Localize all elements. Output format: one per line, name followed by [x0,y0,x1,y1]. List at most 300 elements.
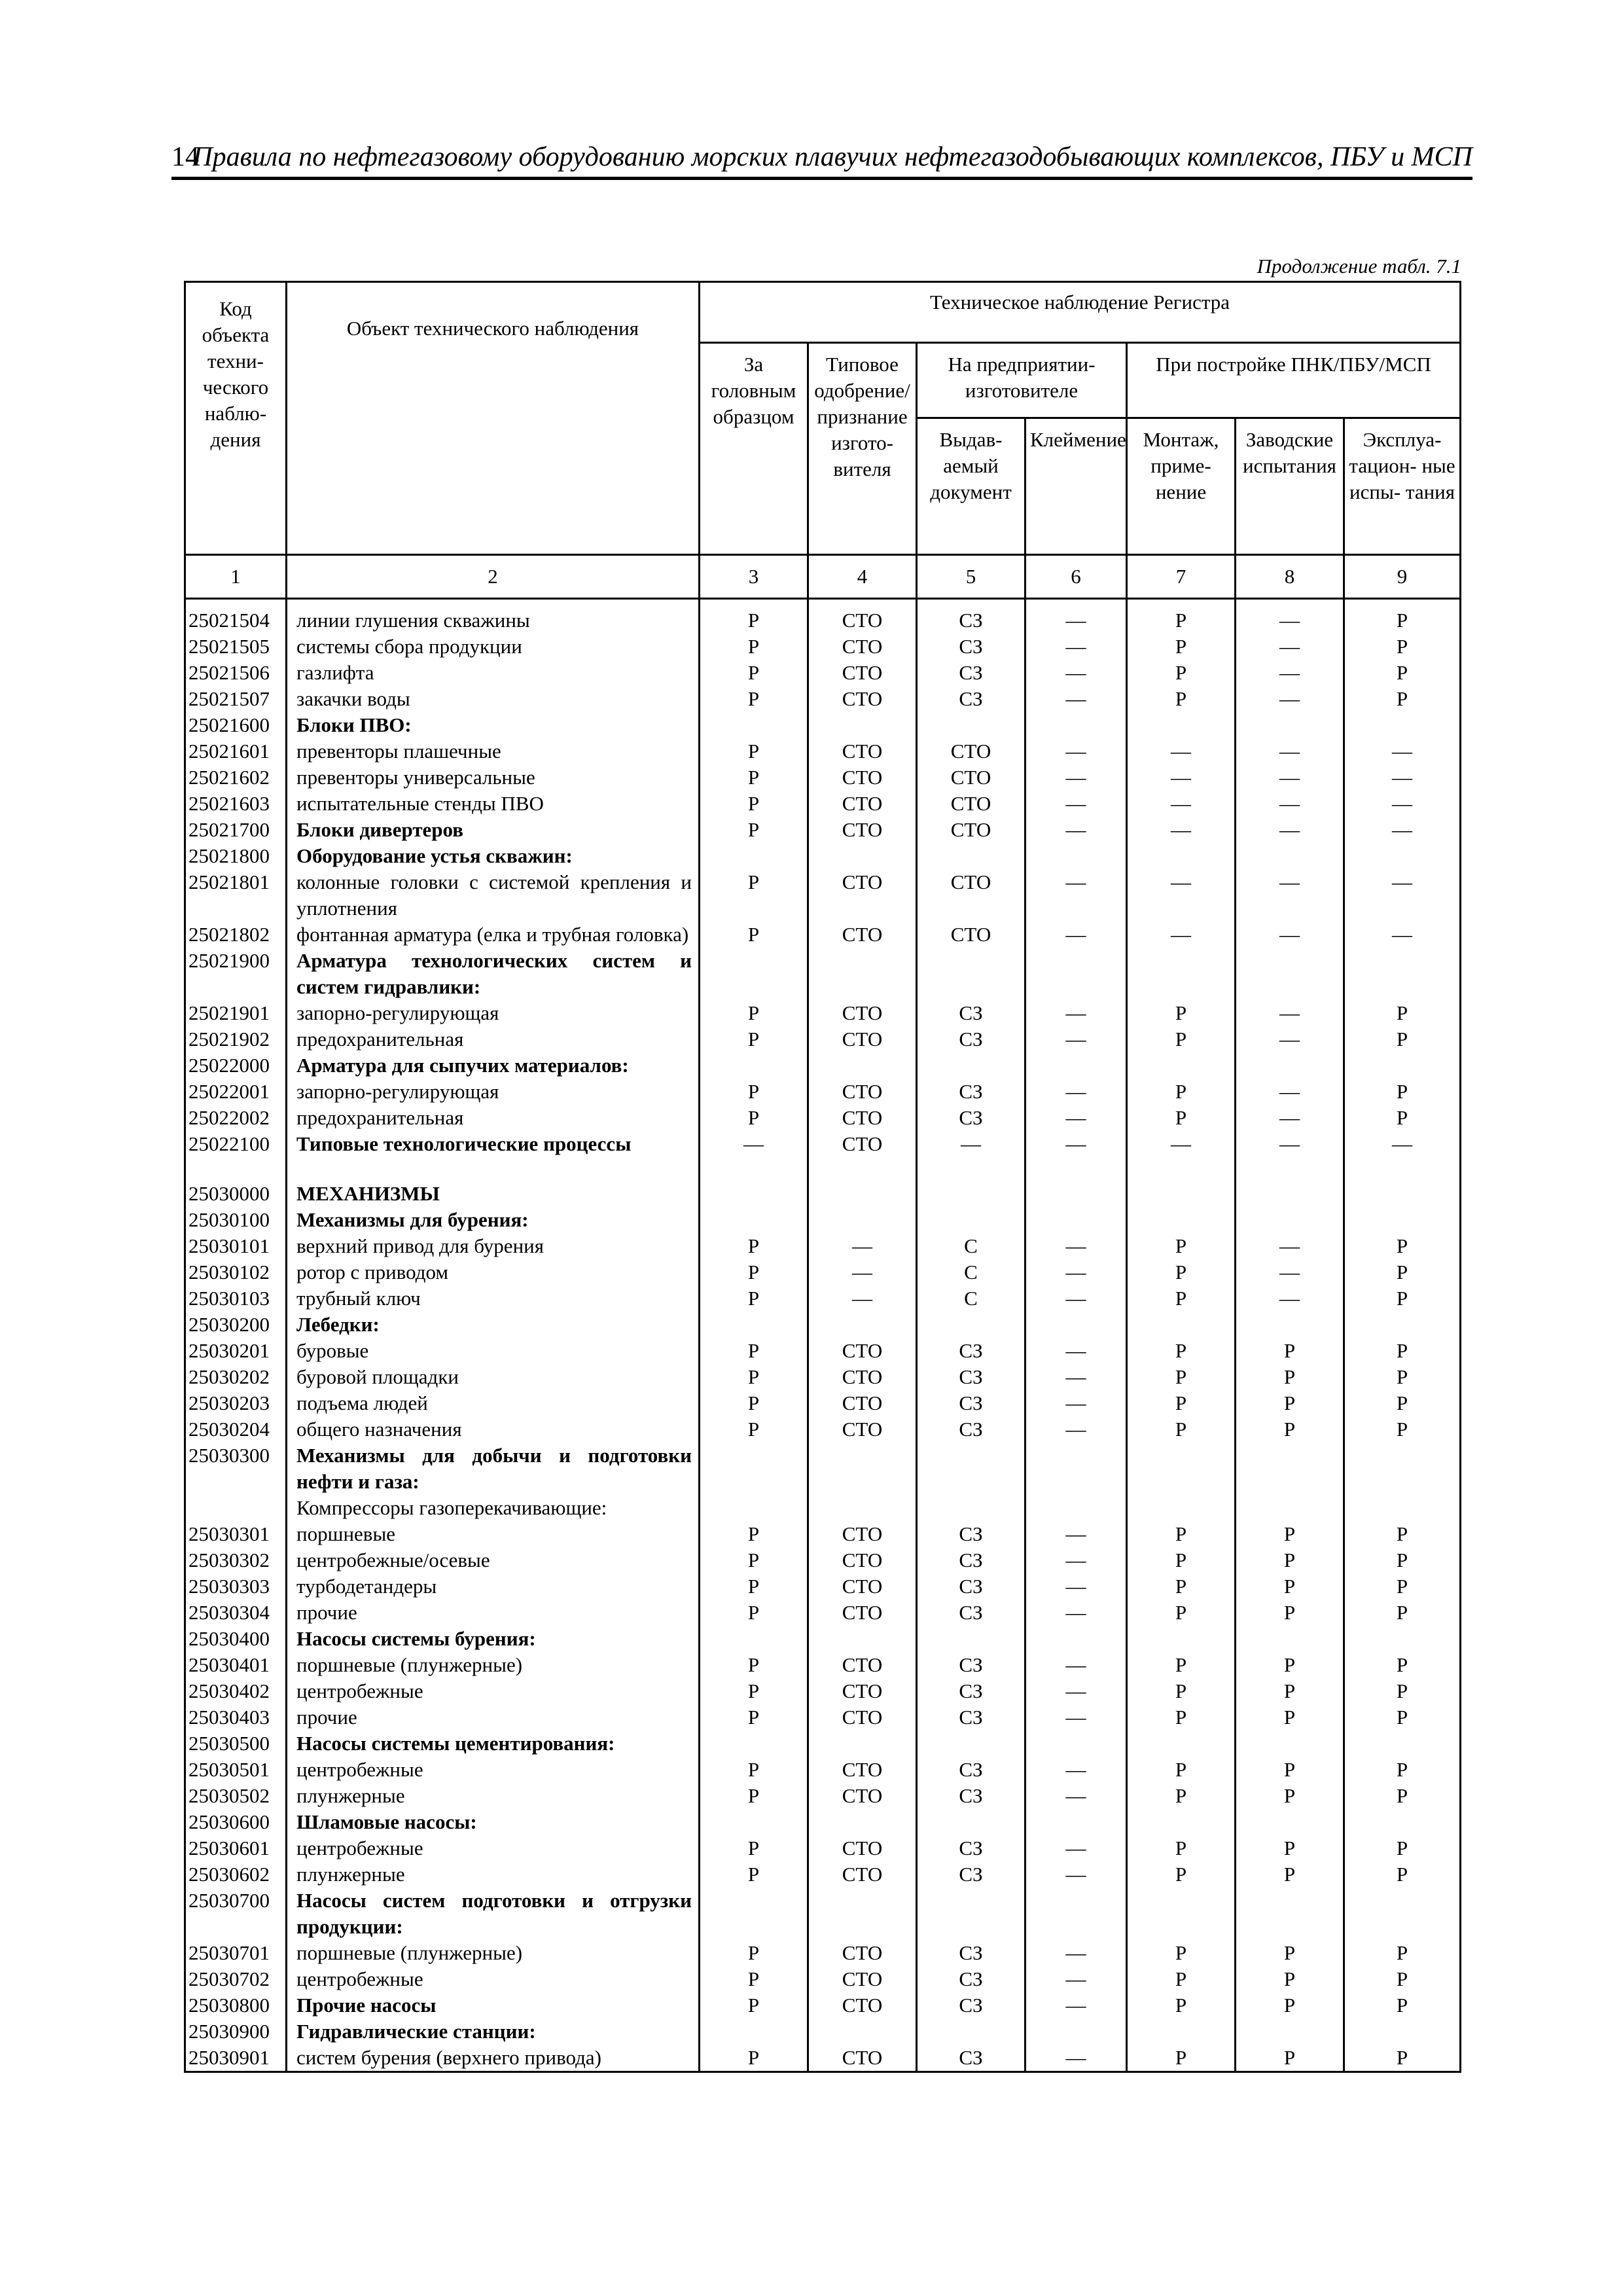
column-number: 4 [808,555,917,599]
supervision-value: Р [700,1704,808,1731]
supervision-value: — [1236,922,1344,948]
supervision-value: Р [1344,1259,1461,1285]
supervision-value: Р [1236,1364,1344,1390]
table-row [185,791,1461,817]
supervision-value [700,712,808,738]
supervision-value [917,1181,1026,1207]
supervision-value: СЗ [917,1966,1026,1992]
object-code: 25030403 [185,1704,287,1731]
table-row [185,634,1461,660]
supervision-value: — [1026,1861,1127,1888]
supervision-value [808,948,917,1000]
supervision-value [1236,712,1344,738]
supervision-value: СЗ [917,1000,1026,1026]
supervision-value [1344,1495,1461,1521]
object-group-heading: Гидравлические станции: [287,2018,700,2045]
table-row [185,1521,1461,1547]
supervision-value: — [1026,1364,1127,1390]
supervision-value [917,948,1026,1000]
table-row [185,1285,1461,1312]
supervision-value: СТО [808,1026,917,1052]
supervision-value: Р [1344,1992,1461,2018]
supervision-value: — [1026,1390,1127,1416]
supervision-value: Р [1344,1835,1461,1861]
supervision-value: — [1026,599,1127,634]
supervision-value: — [1236,599,1344,634]
object-group-heading: Лебедки: [287,1312,700,1338]
supervision-value: — [1026,1652,1127,1678]
column-number: 9 [1344,555,1461,599]
supervision-value: — [1344,817,1461,843]
object-name: Компрессоры газоперекачивающие: [287,1495,700,1521]
supervision-value: Р [700,1678,808,1704]
table-row [185,1000,1461,1026]
supervision-value: СТО [808,1861,917,1888]
object-name: закачки воды [287,686,700,712]
supervision-value: — [1236,817,1344,843]
supervision-value: Р [1127,1026,1236,1052]
supervision-value [1127,948,1236,1000]
supervision-value: Р [700,869,808,922]
supervision-value [808,1495,917,1521]
object-code: 25030100 [185,1207,287,1233]
table-row [185,817,1461,843]
supervision-value: Р [1236,1573,1344,1600]
object-group-heading: Блоки ПВО: [287,712,700,738]
object-name: буровой площадки [287,1364,700,1390]
column-number: 7 [1127,555,1236,599]
supervision-value: СТО [917,869,1026,922]
supervision-value [700,1731,808,1757]
supervision-value: — [1127,922,1236,948]
object-name: подъема людей [287,1390,700,1416]
supervision-value [1026,1888,1127,1940]
supervision-value: Р [700,1652,808,1678]
supervision-value: — [1026,686,1127,712]
header-supervision: Техническое наблюдение Регистра [700,282,1461,343]
supervision-value: Р [1344,1678,1461,1704]
supervision-value [1344,948,1461,1000]
supervision-value: Р [1127,1783,1236,1809]
object-name: верхний привод для бурения [287,1233,700,1259]
supervision-value: СТО [808,1966,917,1992]
supervision-value: СТО [917,791,1026,817]
header-col7: Монтаж, приме- нение [1127,418,1236,555]
supervision-value [1236,1495,1344,1521]
supervision-value: — [1026,1416,1127,1443]
object-name: предохранительная [287,1026,700,1052]
object-code: 25030800 [185,1992,287,2018]
table-row [185,1079,1461,1105]
supervision-value [1344,1809,1461,1835]
supervision-value: СТО [808,1390,917,1416]
object-group-heading: Типовые технологические процессы [287,1131,700,1157]
object-group-heading: Арматура технологических систем и систем гидравлики: [287,948,700,1000]
supervision-value [1236,1888,1344,1940]
supervision-value [1344,1052,1461,1079]
object-code: 25030301 [185,1521,287,1547]
object-code: 25030000 [185,1181,287,1207]
supervision-value: СТО [808,1364,917,1390]
supervision-value: СТО [808,922,917,948]
object-code: 25030303 [185,1573,287,1600]
supervision-value [917,1809,1026,1835]
supervision-value: Р [1236,1783,1344,1809]
supervision-value: Р [1344,1521,1461,1547]
object-group-heading: Насосы системы бурения: [287,1626,700,1652]
supervision-value [1127,1888,1236,1940]
supervision-value: Р [700,1835,808,1861]
supervision-value: СТО [808,1547,917,1573]
object-code: 25030502 [185,1783,287,1809]
supervision-value [1026,1626,1127,1652]
supervision-value: Р [1236,1861,1344,1888]
supervision-value: СЗ [917,1338,1026,1364]
object-code: 25030500 [185,1731,287,1757]
supervision-value: Р [700,1783,808,1809]
supervision-value: СТО [808,660,917,686]
header-object: Объект технического наблюдения [287,282,700,555]
supervision-value [1127,712,1236,738]
supervision-value: Р [1344,1285,1461,1312]
supervision-value: Р [1127,1285,1236,1312]
supervision-value: СЗ [917,1652,1026,1678]
table-row [185,1259,1461,1285]
supervision-value: — [1026,1285,1127,1312]
supervision-value: СТО [808,1079,917,1105]
supervision-value: СТО [808,1416,917,1443]
supervision-value: Р [1344,1704,1461,1731]
header-during-construction: При постройке ПНК/ПБУ/МСП [1127,343,1461,418]
supervision-value: СТО [808,1678,917,1704]
supervision-value: — [1026,1704,1127,1731]
supervision-value [1344,1626,1461,1652]
supervision-value: Р [1127,660,1236,686]
object-name: испытательные стенды ПВО [287,791,700,817]
object-name: прочие [287,1704,700,1731]
page-number: 14 [171,142,199,172]
object-code: 25030302 [185,1547,287,1573]
object-name: буровые [287,1338,700,1364]
supervision-value: — [1026,1079,1127,1105]
supervision-value: СТО [917,817,1026,843]
table-row [185,1573,1461,1600]
supervision-value: — [1026,1783,1127,1809]
supervision-value: Р [1127,634,1236,660]
supervision-value [1344,2018,1461,2045]
object-name: трубный ключ [287,1285,700,1312]
supervision-value: СЗ [917,634,1026,660]
supervision-value: Р [1127,1390,1236,1416]
supervision-value [1236,1207,1344,1233]
supervision-value: СТО [808,1000,917,1026]
object-name: фонтанная арматура (елка и трубная головка) [287,922,700,948]
supervision-value [808,1888,917,1940]
object-code: 25030600 [185,1809,287,1835]
supervision-value: Р [700,1573,808,1600]
supervision-value: Р [700,1000,808,1026]
supervision-value: — [1026,660,1127,686]
supervision-value: — [1026,2045,1127,2072]
supervision-value: СТО [808,1757,917,1783]
supervision-value: Р [1127,1000,1236,1026]
table-row [185,843,1461,869]
object-group-heading: Оборудование устья скважин: [287,843,700,869]
supervision-value [700,1181,808,1207]
supervision-value [917,2018,1026,2045]
header-code: Код объекта техни- ческого наблю- дения [185,282,287,555]
supervision-value: СЗ [917,1678,1026,1704]
object-group-heading: Арматура для сыпучих материалов: [287,1052,700,1079]
table-row [185,686,1461,712]
supervision-value [1026,1207,1127,1233]
supervision-value [1344,712,1461,738]
object-name: колонные головки с системой крепления и уплотнения [287,869,700,922]
table-row [185,2045,1461,2072]
supervision-value: Р [1236,1390,1344,1416]
supervision-value [1236,1809,1344,1835]
supervision-value [808,1809,917,1835]
table-row [185,1547,1461,1573]
supervision-value [700,1809,808,1835]
supervision-value: Р [1344,1966,1461,1992]
column-number: 2 [287,555,700,599]
table-row [185,948,1461,1000]
object-name: турбодетандеры [287,1573,700,1600]
table-row [185,1861,1461,1888]
supervision-value: Р [1127,1704,1236,1731]
supervision-value: Р [700,1861,808,1888]
supervision-value: Р [1236,1652,1344,1678]
supervision-value: — [1026,1233,1127,1259]
supervision-value: Р [700,764,808,791]
table-row [185,869,1461,922]
object-code: 25030202 [185,1364,287,1390]
table-row [185,660,1461,686]
spacer-cell [700,1157,808,1181]
table-row [185,1809,1461,1835]
supervision-value [1127,1181,1236,1207]
supervision-value: Р [1236,1940,1344,1966]
supervision-value: Р [1127,1600,1236,1626]
object-name: центробежные [287,1966,700,1992]
supervision-value: — [1026,1105,1127,1131]
supervision-value: СТО [808,817,917,843]
supervision-value [808,843,917,869]
supervision-value: Р [700,1940,808,1966]
supervision-value: СТО [808,1783,917,1809]
supervision-value [917,1052,1026,1079]
supervision-value [1127,1443,1236,1495]
table-row [185,1052,1461,1079]
supervision-value: СТО [808,764,917,791]
supervision-value: Р [1344,1783,1461,1809]
object-name: превенторы плашечные [287,738,700,764]
supervision-value: — [1236,1285,1344,1312]
supervision-value: СЗ [917,1992,1026,2018]
object-code: 25022000 [185,1052,287,1079]
object-code: 25021800 [185,843,287,869]
supervision-value: — [1344,791,1461,817]
object-code: 25021507 [185,686,287,712]
supervision-value [1026,1809,1127,1835]
supervision-value: СТО [808,1573,917,1600]
supervision-value: СТО [808,599,917,634]
supervision-value: Р [1344,1652,1461,1678]
header-col6: Клеймение [1026,418,1127,555]
supervision-value: Р [1127,1835,1236,1861]
table-row [185,1783,1461,1809]
supervision-value: Р [1344,1757,1461,1783]
spacer-cell [185,1157,287,1181]
supervision-value: СЗ [917,1861,1026,1888]
supervision-value: Р [700,2045,808,2072]
object-name: поршневые [287,1521,700,1547]
supervision-value [1127,1626,1236,1652]
supervision-value: СТО [808,1652,917,1678]
object-name: предохранительная [287,1105,700,1131]
table-row [185,1495,1461,1521]
supervision-value: Р [1127,686,1236,712]
supervision-value: Р [700,922,808,948]
supervision-value [1026,1181,1127,1207]
object-name: линии глушения скважины [287,599,700,634]
supervision-value: СЗ [917,1416,1026,1443]
supervision-value: Р [1127,1861,1236,1888]
supervision-value: — [1026,1521,1127,1547]
supervision-value: — [808,1259,917,1285]
table-row [185,712,1461,738]
supervision-value: — [808,1233,917,1259]
supervision-value: СТО [808,869,917,922]
table-spacer-row [185,1157,1461,1181]
supervision-value [808,712,917,738]
supervision-value: — [1236,634,1344,660]
supervision-value: Р [700,1757,808,1783]
supervision-value: С [917,1285,1026,1312]
supervision-value: Р [1127,1233,1236,1259]
supervision-value: Р [1344,1416,1461,1443]
supervision-value: Р [1344,686,1461,712]
supervision-value: СЗ [917,1390,1026,1416]
supervision-value [1344,1181,1461,1207]
supervision-value: Р [1344,1079,1461,1105]
supervision-value [1127,1052,1236,1079]
table-row [185,1181,1461,1207]
supervision-value: — [1236,764,1344,791]
supervision-value: — [1236,660,1344,686]
supervision-value: — [1026,1131,1127,1157]
table-row [185,1364,1461,1390]
supervision-value: Р [1127,1338,1236,1364]
object-code: 25021802 [185,922,287,948]
table-row [185,1966,1461,1992]
header-col3: За головным образцом [700,343,808,555]
supervision-value: Р [700,1338,808,1364]
supervision-value: — [1026,1966,1127,1992]
supervision-value: СТО [808,2045,917,2072]
table-row [185,738,1461,764]
supervision-value: Р [700,634,808,660]
supervision-value [700,1495,808,1521]
object-name: ротор с приводом [287,1259,700,1285]
supervision-value: СЗ [917,686,1026,712]
object-code: 25030702 [185,1966,287,1992]
supervision-value [808,1443,917,1495]
supervision-value: СТО [808,1521,917,1547]
supervision-value: — [808,1285,917,1312]
object-name: запорно-регулирующая [287,1000,700,1026]
supervision-value [700,1888,808,1940]
object-name: центробежные [287,1757,700,1783]
supervision-value: — [1026,1573,1127,1600]
supervision-value [1127,1731,1236,1757]
supervision-value: Р [1344,1940,1461,1966]
supervision-value: — [1026,1547,1127,1573]
supervision-value: — [1026,1992,1127,2018]
supervision-value [1026,1312,1127,1338]
object-code: 25021900 [185,948,287,1000]
object-name: прочие [287,1600,700,1626]
supervision-value: Р [700,1547,808,1573]
spacer-cell [1026,1157,1127,1181]
supervision-value: Р [1236,1678,1344,1704]
object-group-heading: Блоки дивертеров [287,817,700,843]
supervision-value: СТО [808,791,917,817]
supervision-value: — [1236,791,1344,817]
table-row [185,1600,1461,1626]
supervision-value: Р [1236,1600,1344,1626]
supervision-value [1026,712,1127,738]
supervision-value: СТО [808,1940,917,1966]
table-row [185,922,1461,948]
object-code: 25030204 [185,1416,287,1443]
object-code: 25030300 [185,1443,287,1495]
supervision-value: — [1026,1940,1127,1966]
supervision-value: Р [1344,1600,1461,1626]
object-code: 25021506 [185,660,287,686]
supervision-value [1026,2018,1127,2045]
supervision-value [917,843,1026,869]
supervision-value: Р [700,738,808,764]
supervision-value: — [1026,1338,1127,1364]
supervision-value: Р [700,1285,808,1312]
supervision-value: Р [700,1105,808,1131]
supervision-value: СЗ [917,1521,1026,1547]
table-row [185,1207,1461,1233]
supervision-value: — [1026,1600,1127,1626]
supervision-value: Р [700,1026,808,1052]
supervision-value [700,2018,808,2045]
table-container [184,281,1459,2087]
supervision-value [1344,1312,1461,1338]
supervision-value [1236,843,1344,869]
object-code: 25021603 [185,791,287,817]
supervision-value [1026,843,1127,869]
supervision-value [1236,2018,1344,2045]
supervision-value: Р [1127,1940,1236,1966]
supervision-value: — [1026,1678,1127,1704]
object-name: поршневые (плунжерные) [287,1940,700,1966]
object-code: 25021901 [185,1000,287,1026]
supervision-value: СЗ [917,1757,1026,1783]
object-code: 25022001 [185,1079,287,1105]
supervision-value: — [1127,738,1236,764]
supervision-value: СТО [808,1992,917,2018]
supervision-value: — [1026,869,1127,922]
supervision-value: СТО [808,1704,917,1731]
object-code: 25030601 [185,1835,287,1861]
